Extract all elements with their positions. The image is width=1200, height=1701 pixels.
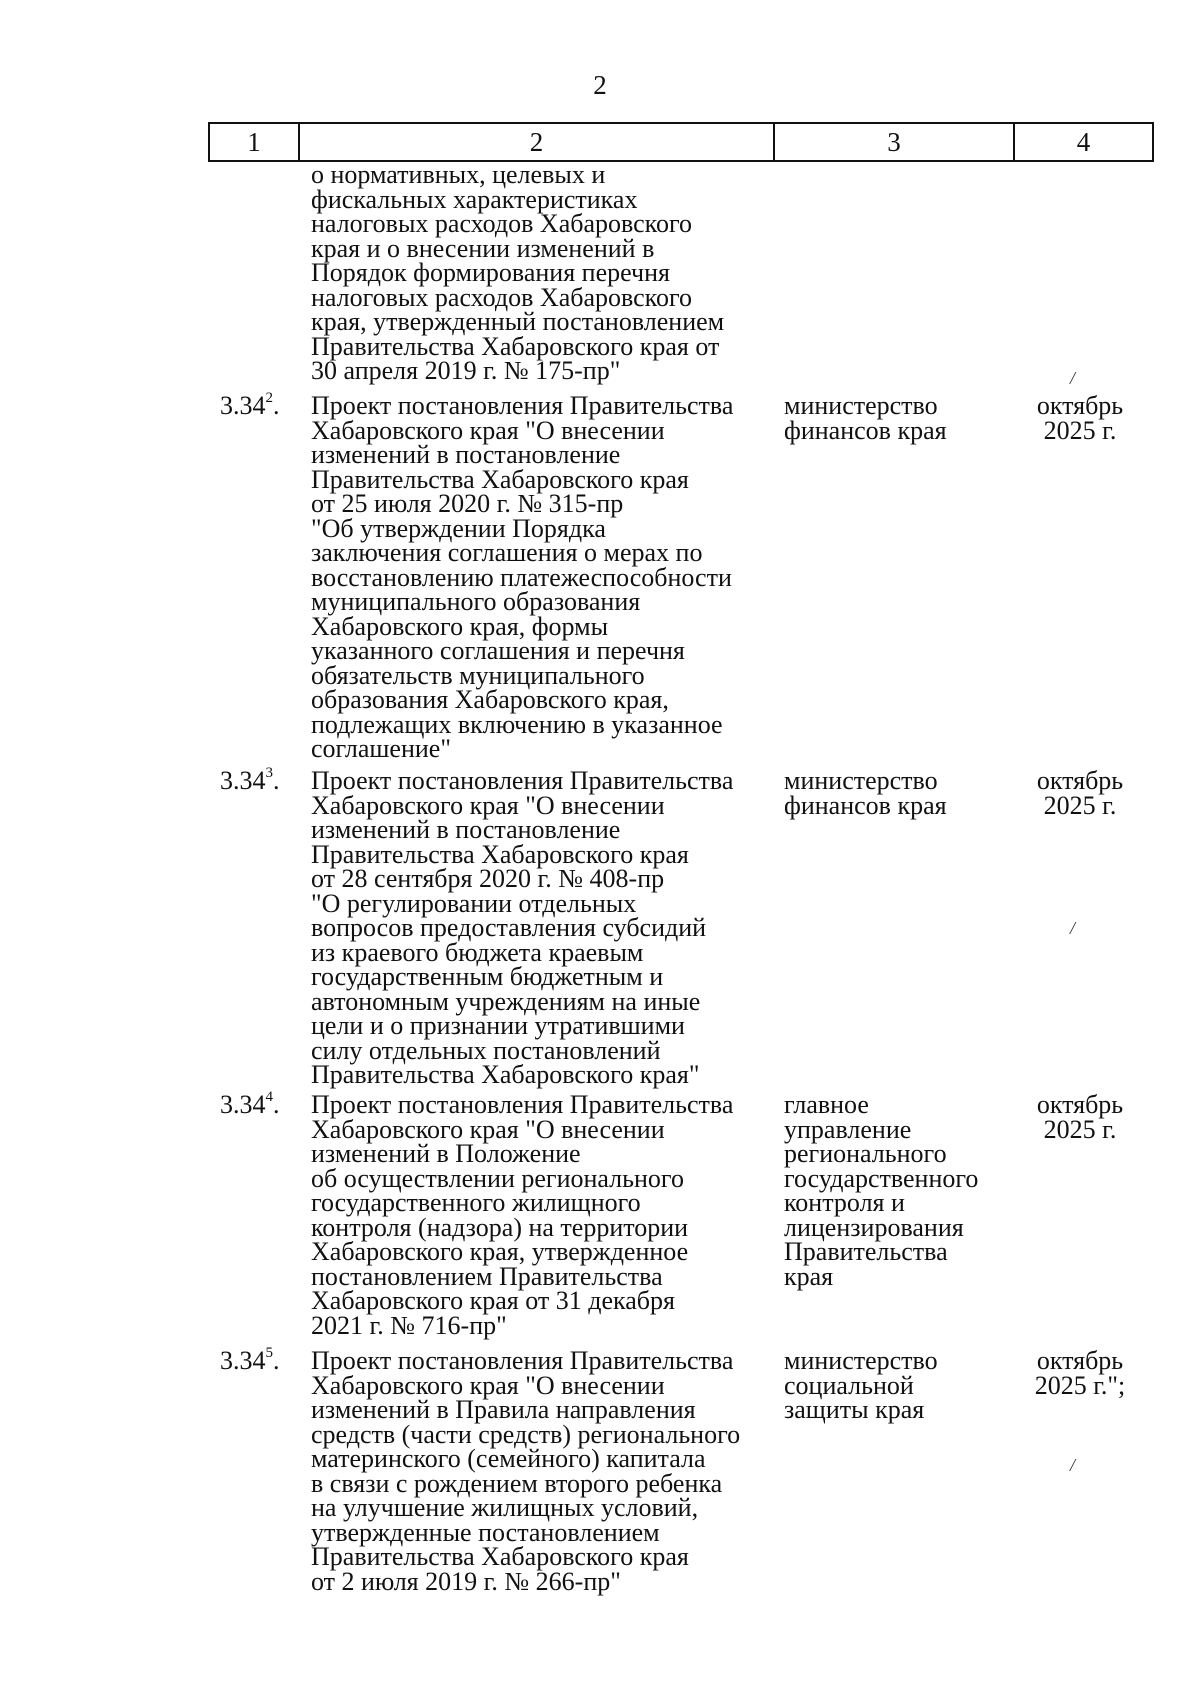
text-line: изменений в постановление [311, 815, 621, 844]
row-description [311, 766, 734, 1089]
text-line: финансов края [784, 415, 947, 445]
text-line: изменений в постановление [311, 440, 621, 469]
text-line: Хабаровского края "О внесении [311, 1370, 665, 1400]
text-line: социальной [784, 1370, 914, 1400]
header-col-1: 1 [210, 124, 300, 160]
text-line: средств (части средств) регионального [311, 1419, 741, 1449]
text-line: контроля (надзора) на территории [311, 1212, 689, 1242]
text-line: восстановлению платежеспособности [311, 562, 732, 592]
row-term [1025, 1346, 1135, 1400]
text-line: на улучшение жилищных условий, [311, 1493, 699, 1522]
row-term [1025, 391, 1135, 445]
text-line: Правительства Хабаровского края [311, 464, 689, 494]
text-line: Хабаровского края "О внесении [311, 1114, 665, 1144]
text-line: Проект постановления Правительства [311, 1346, 734, 1375]
text-line: 30 апреля 2019 г. № 175-пр" [311, 356, 621, 385]
text-line: октябрь [1036, 766, 1124, 795]
row-description [311, 1090, 734, 1340]
text-line: Проект постановления Правительства [311, 766, 734, 795]
row-number-3-34-2 [220, 390, 280, 420]
text-line: Правительства Хабаровского края [311, 839, 689, 869]
text-line: силу отдельных постановлений [311, 1035, 661, 1065]
text-line: октябрь [1036, 391, 1124, 420]
text-line: государственного жилищного [311, 1188, 641, 1217]
text-line: Хабаровского края от 31 декабря [311, 1286, 675, 1315]
page-number: 2 [593, 70, 607, 100]
text-line: обязательств муниципального [311, 660, 645, 690]
row-number-suffix: . [273, 766, 280, 795]
text-line: главное [784, 1090, 869, 1119]
text-line: 2025 г. [1043, 790, 1117, 820]
text-line: министерство [784, 391, 938, 420]
text-line: "Об утверждении Порядка [311, 513, 606, 543]
row-number-suffix: . [273, 1346, 280, 1375]
text-line: октябрь [1036, 1346, 1124, 1375]
text-line: государственного [784, 1163, 979, 1193]
text-line: Хабаровского края, формы [311, 611, 609, 641]
text-line: об осуществлении регионального [311, 1163, 684, 1193]
scan-mark: / [1070, 368, 1076, 388]
row-number-superscript: 2 [265, 390, 273, 407]
text-line: от 28 сентября 2020 г. № 408-пр [311, 864, 665, 893]
text-line: министерство [784, 766, 938, 795]
text-line: материнского (семейного) капитала [311, 1444, 706, 1473]
header-col-3: 3 [775, 124, 1015, 160]
text-line: в связи с рождением второго ребенка [311, 1468, 723, 1498]
row-responsible [784, 391, 947, 445]
text-line: контроля и [784, 1188, 905, 1217]
text-line: заключения соглашения о мерах по [311, 538, 703, 567]
text-line: "О регулировании отдельных [311, 888, 637, 918]
text-line: Хабаровского края "О внесении [311, 415, 665, 445]
text-line: Правительства Хабаровского края от [311, 331, 720, 361]
text-line: подлежащих включению в указанное [311, 709, 723, 739]
text-line: лицензирования [784, 1212, 964, 1242]
row-number-main: 3.34 [220, 1090, 266, 1119]
text-line: 2025 г. [1043, 415, 1117, 445]
text-line: от 25 июля 2020 г. № 315-пр [311, 489, 624, 518]
text-line: защиты края [784, 1395, 925, 1424]
text-line: Хабаровского края "О внесении [311, 790, 665, 820]
row-responsible [784, 1090, 979, 1291]
row-term [1025, 1090, 1135, 1144]
continuation-text [311, 160, 725, 385]
row-responsible [784, 1346, 938, 1424]
row-number-suffix: . [273, 391, 280, 420]
row-number-superscript: 4 [265, 1089, 273, 1106]
text-line: регионального [784, 1139, 947, 1168]
text-line: октябрь [1036, 1090, 1124, 1119]
text-line: указанного соглашения и перечня [311, 636, 685, 665]
text-line: Правительства [784, 1237, 948, 1266]
text-line: налоговых расходов Хабаровского [311, 282, 692, 312]
text-line: края [784, 1261, 834, 1291]
text-line: 2025 г."; [1034, 1370, 1126, 1400]
row-number-main: 3.34 [220, 766, 266, 795]
row-number-3-34-5 [220, 1345, 280, 1375]
row-description [311, 1346, 741, 1596]
text-line: соглашение" [311, 734, 451, 763]
row-responsible [784, 766, 947, 820]
row-term [1025, 766, 1135, 820]
row-description [311, 391, 734, 763]
text-line: изменений в Положение [311, 1139, 581, 1168]
text-line: фискальных характеристиках [311, 184, 638, 214]
row-number-superscript: 3 [265, 765, 273, 782]
table-header [208, 122, 1154, 162]
text-line: 2025 г. [1043, 1114, 1117, 1144]
text-line: налоговых расходов Хабаровского [311, 209, 692, 238]
text-line: цели и о признании утратившими [311, 1011, 685, 1040]
text-line: Правительства Хабаровского края [311, 1542, 689, 1571]
header-col-4: 4 [1076, 127, 1091, 157]
text-line: из краевого бюджета краевым [311, 937, 644, 967]
row-number-3-34-3 [220, 765, 280, 795]
text-line: министерство [784, 1346, 938, 1375]
text-line: образования Хабаровского края, [311, 685, 669, 714]
row-number-3-34-4 [220, 1089, 280, 1119]
text-line: края, утвержденный постановлением [311, 307, 725, 336]
text-line: финансов края [784, 790, 947, 820]
text-line: вопросов предоставления субсидий [311, 913, 707, 942]
text-line: государственным бюджетным и [311, 962, 664, 991]
scan-mark: / [1070, 918, 1076, 938]
text-line: постановлением Правительства [311, 1261, 663, 1291]
row-number-main: 3.34 [220, 391, 266, 420]
text-line: Порядок формирования перечня [311, 258, 670, 287]
text-line: управление [784, 1114, 912, 1144]
text-line: Правительства Хабаровского края" [311, 1060, 700, 1089]
row-number-superscript: 5 [265, 1345, 273, 1362]
text-line: от 2 июля 2019 г. № 266-пр" [311, 1566, 621, 1596]
row-number-suffix: . [273, 1090, 280, 1119]
text-line: утвержденные постановлением [311, 1517, 660, 1547]
text-line: изменений в Правила направления [311, 1395, 696, 1424]
row-number-main: 3.34 [220, 1346, 266, 1375]
text-line: муниципального образования [311, 587, 641, 616]
scan-mark: / [1070, 1455, 1076, 1475]
text-line: края и о внесении изменений в [311, 233, 655, 263]
text-line: Проект постановления Правительства [311, 1090, 734, 1119]
text-line: о нормативных, целевых и [311, 160, 606, 189]
text-line: автономным учреждениям на иные [311, 986, 701, 1016]
text-line: Хабаровского края, утвержденное [311, 1237, 689, 1266]
text-line: 2021 г. № 716-пр" [311, 1310, 507, 1340]
text-line: Проект постановления Правительства [311, 391, 734, 420]
header-col-2: 2 [300, 124, 775, 160]
